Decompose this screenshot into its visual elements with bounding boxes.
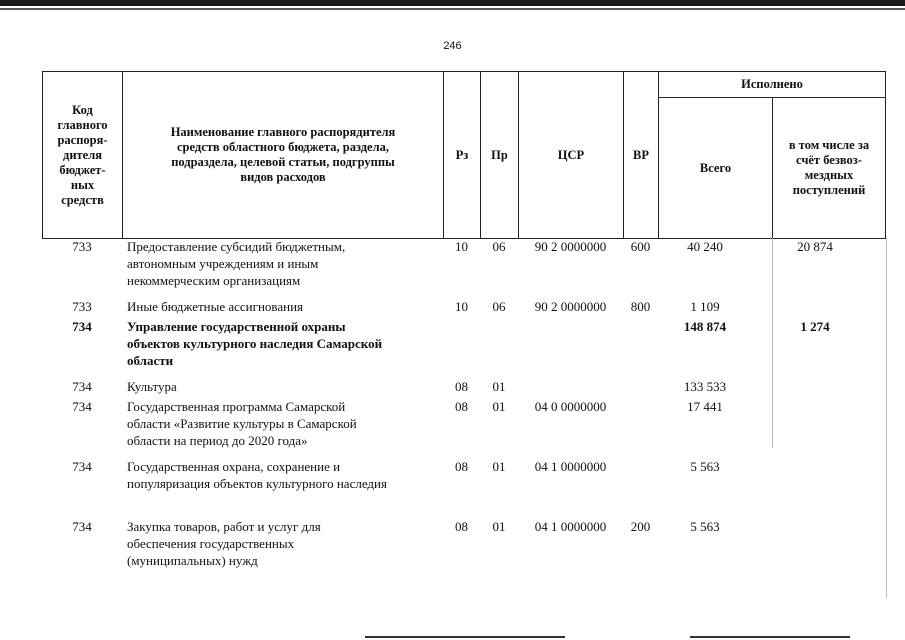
row-total: 5 563 [690, 459, 720, 474]
row-name: Управление государственной охраны объектов культурного наследия Самарской области [127, 319, 383, 368]
header-vr: ВР [624, 72, 659, 239]
row-code: 734 [72, 379, 92, 394]
header-csr: ЦСР [519, 72, 624, 239]
row-code: 734 [72, 519, 92, 534]
row-pr: 06 [492, 299, 506, 314]
scan-top-border [0, 0, 905, 6]
row-csr: 90 2 0000000 [534, 239, 607, 254]
header-executed: Исполнено [659, 72, 886, 98]
row-pr: 01 [492, 519, 506, 534]
row-rz: 08 [455, 519, 468, 534]
row-csr: 90 2 0000000 [534, 299, 607, 314]
row-gratuitous: 1 274 [800, 319, 830, 334]
row-total: 17 441 [687, 399, 723, 414]
row-total: 133 533 [683, 379, 727, 394]
row-pr: 01 [492, 459, 506, 474]
header-total: Всего [659, 98, 773, 239]
header-pr: Пр [481, 72, 519, 239]
header-rz: Рз [444, 72, 481, 239]
row-pr: 01 [492, 379, 506, 394]
row-csr: 04 0 0000000 [534, 399, 607, 414]
scan-top-border-thin [0, 8, 905, 10]
header-name: Наименование главного распорядителя средств областного бюджета, раздела, подраздела, целевой статьи, подгруппы видов расходов [123, 72, 444, 239]
row-code: 734 [72, 319, 92, 334]
row-name: Государственная программа Самарской области «Развитие культуры в Самарской области на период до 2020 года» [127, 399, 357, 448]
row-rz: 08 [455, 459, 468, 474]
row-name: Государственная охрана, сохранение и популяризация объектов культурного наследия [127, 459, 387, 491]
row-pr: 01 [492, 399, 506, 414]
row-rz: 10 [455, 299, 468, 314]
row-total: 5 563 [690, 519, 720, 534]
row-code: 734 [72, 459, 92, 474]
row-total: 40 240 [687, 239, 723, 254]
row-csr: 04 1 0000000 [534, 459, 607, 474]
row-name: Предоставление субсидий бюджетным, автономным учреждениям и иным некоммерческим организациям [127, 239, 346, 288]
row-pr: 06 [492, 239, 506, 254]
row-vr: 600 [630, 239, 651, 254]
row-rz: 10 [455, 239, 468, 254]
column-divider [772, 238, 773, 448]
page-number: 246 [443, 40, 462, 52]
row-total: 1 109 [690, 299, 720, 314]
row-name: Культура [127, 379, 177, 394]
scan-bottom-mark [365, 636, 565, 638]
row-vr: 800 [630, 299, 651, 314]
header-code: Код главного распоря- дителя бюджет- ных средств [43, 72, 123, 239]
column-divider [886, 238, 887, 598]
row-code: 733 [72, 239, 92, 254]
table-header [42, 71, 886, 239]
row-rz: 08 [455, 379, 468, 394]
row-rz: 08 [455, 399, 468, 414]
row-code: 734 [72, 399, 92, 414]
row-code: 733 [72, 299, 92, 314]
row-vr: 200 [630, 519, 651, 534]
row-csr: 04 1 0000000 [534, 519, 607, 534]
row-name: Иные бюджетные ассигнования [127, 299, 304, 314]
row-total: 148 874 [683, 319, 727, 334]
header-gratuitous: в том числе за счёт безвоз- мездных поступлений [773, 98, 886, 239]
row-gratuitous: 20 874 [797, 239, 833, 254]
scan-bottom-mark [690, 636, 850, 638]
row-name: Закупка товаров, работ и услуг для обеспечения государственных (муниципальных) нужд [127, 519, 321, 568]
